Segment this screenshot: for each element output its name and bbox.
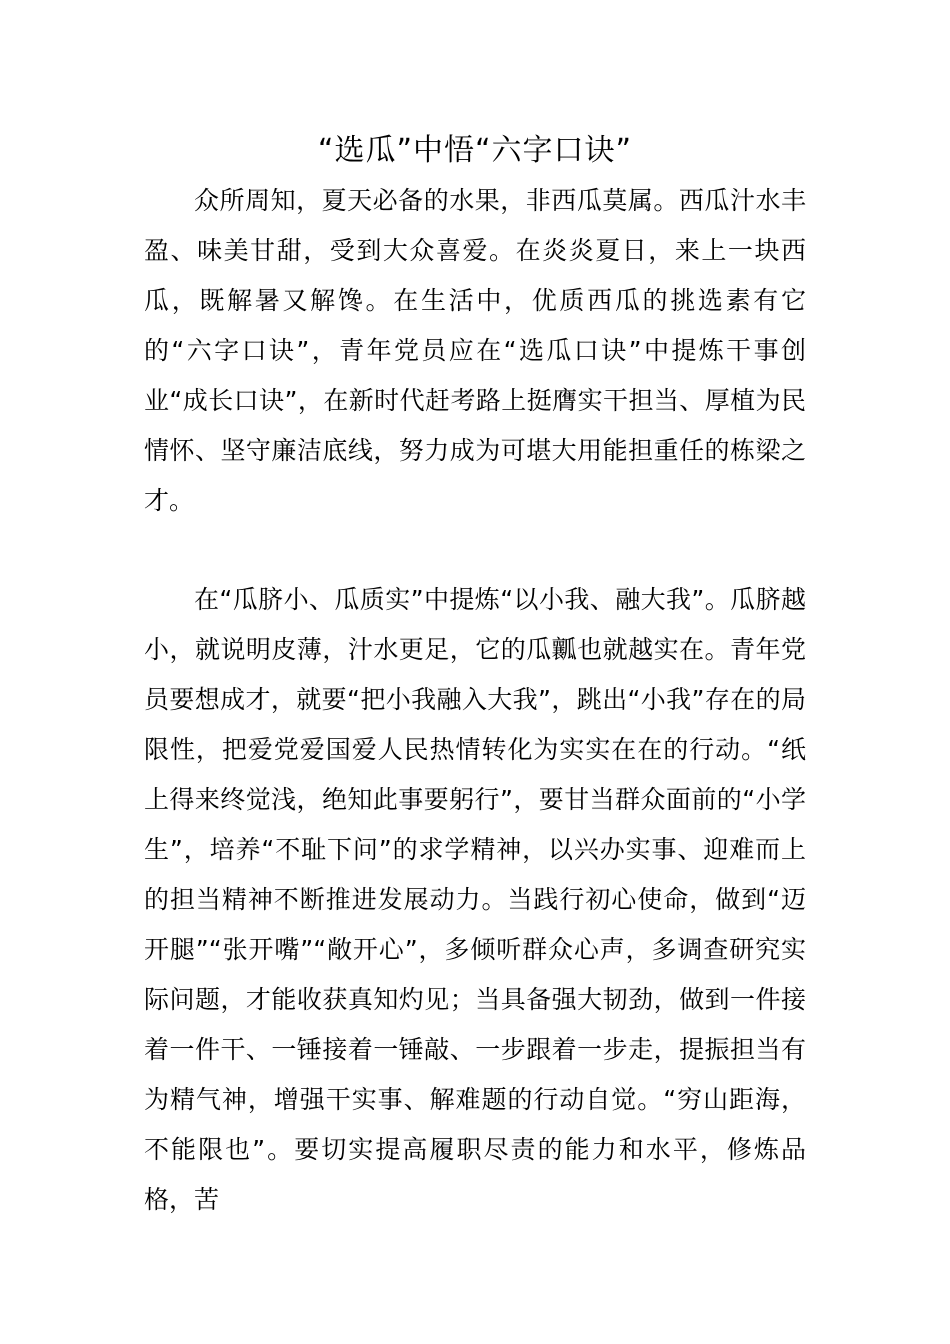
document-title: “选瓜”中悟“六字口诀” xyxy=(317,133,633,168)
paragraph-intro: 众所周知，夏天必备的水果，非西瓜莫属。西瓜汁水丰盈、味美甘甜，受到大众喜爱。在炎炎夏日，来上一块西瓜，既解暑又解馋。在生活中，优质西瓜的挑选素有它的“六字口诀”，青年党员应在“选瓜口诀”中提炼干事创业“成长口诀”，在新时代赶考路上挺膺实干担当、厚植为民情怀、坚守廉洁底线，努力成为可堪大用能担重任的栋梁之才。 xyxy=(144,186,806,515)
paragraph-section-1: 在“瓜脐小、瓜质实”中提炼“以小我、融大我”。瓜脐越小，就说明皮薄，汁水更足，它的瓜瓤也就越实在。青年党员要想成才，就要“把小我融入大我”，跳出“小我”存在的局限性，把爱党爱国爱人民热情转化为实实在在的行动。“纸上得来终觉浅，绝知此事要躬行”，要甘当群众面前的“小学生”，培养“不耻下问”的求学精神，以兴办实事、迎难而上的担当精神不断推进发展动力。当践行初心使命，做到“迈开腿”“张开嘴”“敞开心”，多倾听群众心声，多调查研究实际问题，才能收获真知灼见；当具备强大韧劲，做到一件接着一件干、一锤接着一锤敲、一步跟着一步走，提振担当有为精气神，增强干实事、解难题的行动自觉。“穷山距海，不能限也”。要切实提高履职尽责的能力和水平，修炼品格，苦 xyxy=(144,585,806,1214)
